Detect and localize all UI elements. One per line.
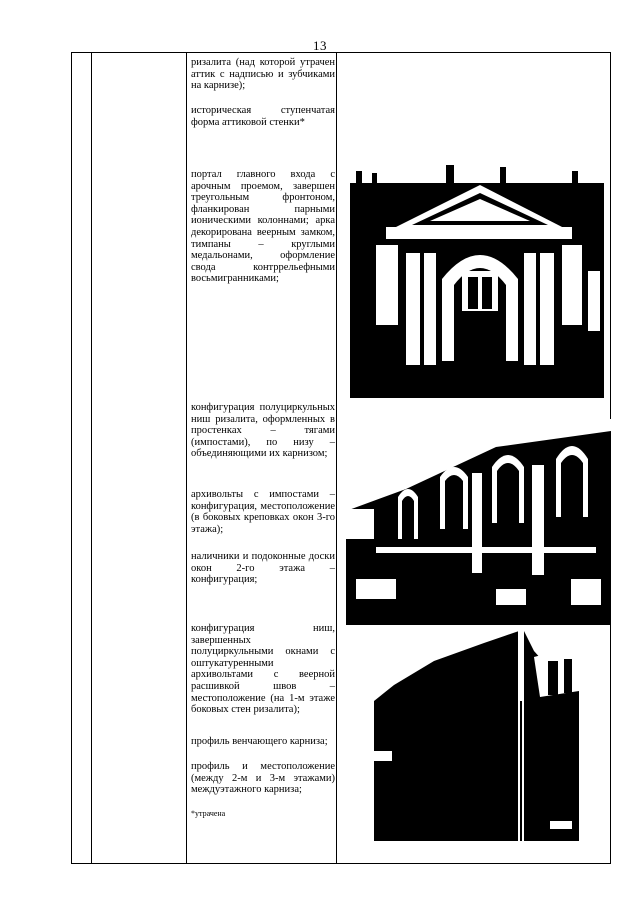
column-divider-1 (91, 53, 92, 863)
portal-photo-icon (350, 161, 604, 398)
description-paragraph: архивольты с импостами – конфигурация, местоположение (в боковых креповках окон 3-го этажа); (191, 489, 335, 535)
facade-arches-photo-icon (346, 419, 611, 625)
description-paragraph: историческая ступенчатая форма аттиковой стенки* (191, 105, 335, 128)
description-column (187, 53, 337, 863)
description-paragraph: конфигурация ниш, завершенных полуциркульными окнами с оштукатуренными архивольтами с веерной расшивкой швов – местоположение (на 1-м этаже боковых стен ризалита); (191, 623, 335, 716)
description-paragraph: конфигурация полуциркульных ниш ризалита, оформленных в простенках – тягами (импостами), по низу – объединяющими их карнизом; (191, 402, 335, 460)
description-paragraph: профиль венчающего карниза; (191, 736, 328, 747)
footnote: *утрачена (191, 809, 226, 818)
description-paragraph: профиль и местоположение (между 2-м и 3-м этажами) междуэтажного карниза; (191, 761, 335, 796)
description-paragraph: ризалита (над которой утрачен аттик с надписью и зубчиками на карнизе); (191, 57, 335, 92)
document-table (71, 52, 611, 864)
page-number: 13 (313, 38, 327, 53)
description-paragraph: портал главного входа с арочным проемом, завершен треугольным фронтоном, фланкирован парными ионическими колоннами; арка декорирована веерным замком, тимпаны – круглыми медальонами, оформление свода контррельефными восьмигранниками; (191, 169, 335, 285)
corner-wall-photo-icon (374, 631, 579, 841)
description-paragraph: наличники и подоконные доски окон 2-го этажа – конфигурация; (191, 551, 335, 586)
